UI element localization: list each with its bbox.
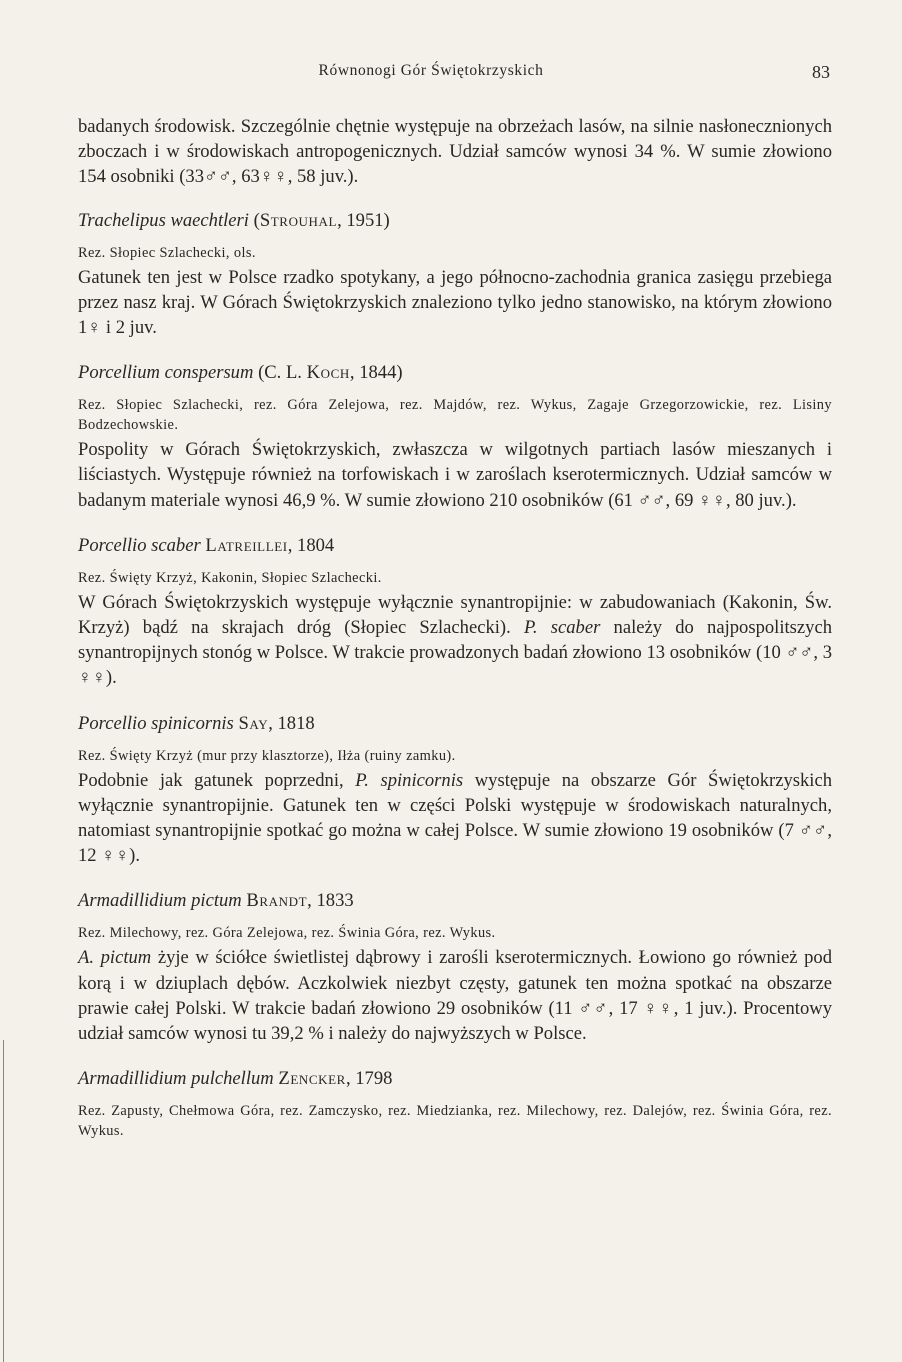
species-localities: Rez. Słopiec Szlachecki, ols.	[78, 244, 256, 261]
species-author: Brandt	[246, 890, 308, 912]
species-localities: Rez. Słopiec Szlachecki, rez. Góra Zelejowa, rez. Majdów, rez. Wykus, Zagaje Grzegorzowickie, rez. Lisiny Bodzechowskie.	[78, 397, 832, 434]
species-name: Porcellium conspersum	[78, 362, 254, 384]
species-author: Strouhal	[259, 209, 338, 231]
species-name: Armadillidium pictum	[78, 890, 242, 912]
species-description	[78, 945, 832, 1046]
species-author-year: , 1818	[268, 712, 315, 734]
species-description	[78, 590, 832, 691]
page-body	[78, 114, 832, 1141]
species-heading	[78, 1066, 832, 1091]
species-author: Latreillei	[205, 534, 288, 556]
species-abbrev: P. spinicornis	[355, 769, 464, 791]
species-description	[78, 768, 832, 869]
page-number: 83	[812, 62, 830, 82]
species-description-text: występuje na obszarze Gór Świętokrzyskich wyłącznie synantropijnie. Gatunek ten w części Polski występuje w środowiskach naturalnych, natomiast synantropijnie spotkać go można w całej Polsce. W sumie złowiono 19 osobników (7 ♂♂, 12 ♀♀).	[78, 769, 832, 867]
species-abbrev: P. scaber	[523, 617, 601, 639]
species-heading	[78, 533, 832, 558]
species-author: Koch	[306, 362, 350, 384]
species-author: Say	[238, 712, 269, 734]
scan-edge-line	[3, 1040, 4, 1362]
species-name: Trachelipus waechtleri	[78, 209, 249, 231]
intro-paragraph: badanych środowisk. Szczególnie chętnie występuje na obrzeżach lasów, na silnie nasłonecznionych zboczach i w środowiskach antropogenicznych. Udział samców wynosi 34 %. W sumie złowiono 154 osobniki (33♂♂, 63♀♀, 58 juv.).	[78, 116, 832, 188]
species-description-text: żyje w ściółce świetlistej dąbrowy i zarośli kserotermicznych. Łowiono go również pod korą i w dziuplach dębów. Aczkolwiek niezbyt częsty, gatunek ten można spotkać na obszarze prawie całej Polski. W trakcie badań złowiono 29 osobników (11 ♂♂, 17 ♀♀, 1 juv.). Procentowy udział samców wynosi tu 39,2 % i należy do najwyższych w Polsce.	[78, 947, 832, 1045]
species-author-year: , 1833	[307, 890, 354, 912]
species-heading	[78, 711, 832, 736]
species-description-pre: Podobnie jak gatunek poprzedni,	[78, 769, 356, 791]
species-description-text: W Górach Świętokrzyskich występuje wyłącznie synantropijnie: w zabudowaniach (Kakonin, Św. Krzyż) bądź na skrajach dróg (Słopiec Szlachecki).	[78, 591, 832, 639]
running-title: Równonogi Gór Świętokrzyskich	[318, 62, 544, 79]
species-name: Armadillidium pulchellum	[78, 1068, 274, 1090]
species-author-prefix: (C. L.	[258, 362, 307, 384]
species-heading	[78, 360, 832, 385]
species-author: Zencker	[278, 1068, 346, 1090]
species-localities: Rez. Zapusty, Chełmowa Góra, rez. Zamczysko, rez. Miedzianka, rez. Milechowy, rez. Dalejów, rez. Świnia Góra, rez. Wykus.	[78, 1103, 832, 1140]
species-description-text2: należy do najpospolitszych synantropijnych stonóg w Polsce. W trakcie prowadzonych badań złowiono 13 osobników (10 ♂♂, 3 ♀♀).	[78, 617, 832, 689]
species-author-year: , 1844)	[349, 362, 403, 384]
species-heading	[78, 208, 832, 233]
species-localities: Rez. Milechowy, rez. Góra Zelejowa, rez. Świnia Góra, rez. Wykus.	[78, 925, 496, 942]
species-description: Pospolity w Górach Świętokrzyskich, zwłaszcza w wilgotnych partiach lasów mieszanych i liściastych. Występuje również na torfowiskach i w zaroślach kserotermicznych. Udział samców w badanym materiale wynosi 46,9 %. W sumie złowiono 210 osobników (61 ♂♂, 69 ♀♀, 80 juv.).	[78, 439, 832, 511]
species-heading	[78, 888, 832, 913]
species-name: Porcellio spinicornis	[78, 712, 234, 734]
species-author-year: , 1798	[345, 1068, 393, 1090]
species-author-prefix: (	[253, 209, 260, 231]
species-abbrev: A. pictum	[78, 947, 152, 969]
species-author-year: , 1804	[287, 534, 335, 556]
page-header	[0, 62, 902, 86]
species-author-year: , 1951)	[337, 209, 390, 231]
species-name: Porcellio scaber	[78, 534, 201, 556]
species-description: Gatunek ten jest w Polsce rzadko spotykany, a jego północno-zachodnia granica zasięgu przebiega przez nasz kraj. W Górach Świętokrzyskich znaleziono tylko jedno stanowisko, na którym złowiono 1♀ i 2 juv.	[78, 266, 832, 339]
species-localities: Rez. Święty Krzyż (mur przy klasztorze), Iłża (ruiny zamku).	[78, 747, 456, 764]
species-localities: Rez. Święty Krzyż, Kakonin, Słopiec Szlachecki.	[78, 569, 382, 586]
